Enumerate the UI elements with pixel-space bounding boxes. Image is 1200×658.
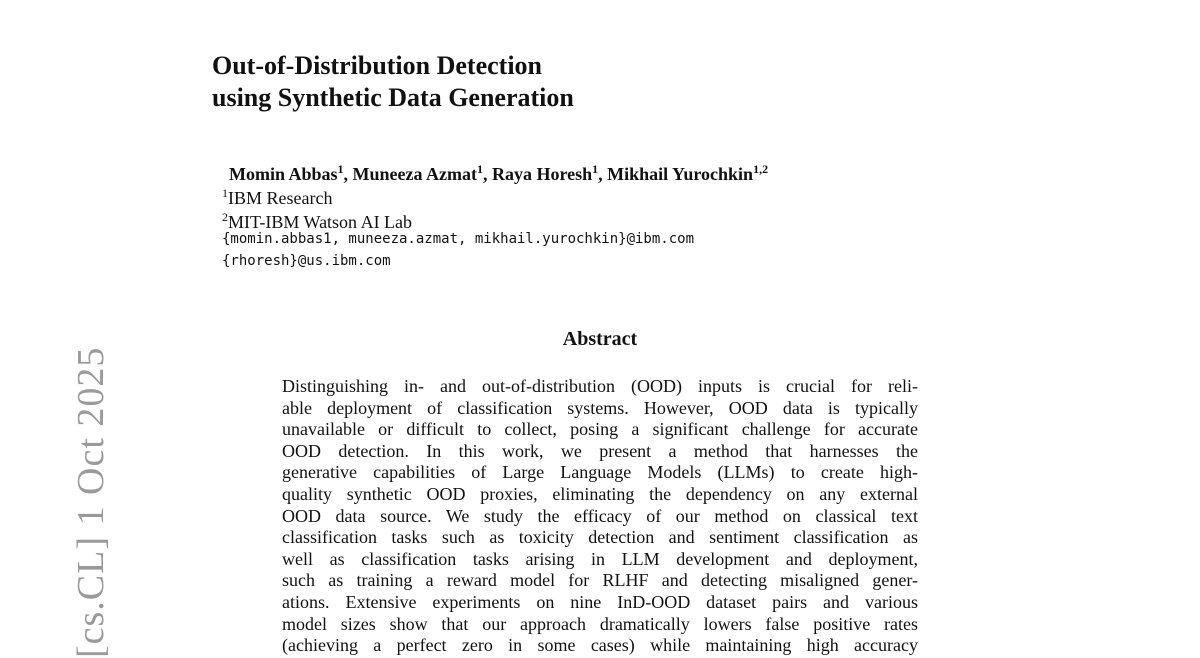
author-affil-mark: 1,2: [753, 162, 769, 176]
arxiv-stamp-text: [cs.CL] 1 Oct 2025: [70, 346, 112, 658]
abstract-line: classification tasks such as toxicity detection and sentiment classification as: [282, 527, 918, 548]
abstract-line: ations. Extensive experiments on nine InD-OOD dataset pairs and various: [282, 591, 918, 612]
affiliation-mark: 1: [222, 186, 228, 200]
abstract-line: unavailable or difficult to collect, posing a significant challenge for accurate: [282, 419, 918, 440]
author-name: Momin Abbas: [229, 164, 338, 184]
author-list: Momin Abbas$^1$, Muneeza Azmat$^1$, Raya Horesh$^1$, Mikhail Yurochkin$^{1,2}$: [229, 162, 769, 184]
title-line-2: using Synthetic Data Generation: [212, 83, 574, 112]
author-affil-mark: 1: [592, 162, 599, 176]
abstract-body: [282, 376, 918, 657]
author-affil-mark: 1: [477, 162, 483, 176]
author-name: Muneeza Azmat: [352, 164, 477, 184]
author-affil-mark: 1: [337, 162, 344, 176]
arxiv-side-stamp: [28, 340, 112, 658]
abstract-line: quality synthetic OOD proxies, eliminating the dependency on any external: [282, 483, 918, 504]
author-name: Raya Horesh: [492, 164, 593, 184]
abstract-line: Distinguishing in- and out-of-distribution (OOD) inputs is crucial for reli-: [282, 376, 918, 396]
title-line-1: Out-of-Distribution Detection: [212, 51, 543, 80]
abstract-line: able deployment of classification systems. However, OOD data is typically: [282, 397, 918, 418]
author-email: {rhoresh}@us.ibm.com: [222, 253, 391, 269]
author-email: {momin.abbas1, muneeza.azmat, mikhail.yurochkin}@ibm.com: [222, 231, 695, 247]
abstract-line: model sizes show that our approach dramatically lowers false positive rates: [282, 613, 918, 634]
author-name: Mikhail Yurochkin: [607, 164, 754, 184]
abstract-line: well as classification tasks arising in LLM development and deployment,: [282, 548, 918, 569]
abstract-line: such as training a reward model for RLHF and detecting misaligned gener-: [282, 570, 918, 591]
affiliation-mark: 2: [222, 210, 228, 224]
affiliation-name: MIT-IBM Watson AI Lab: [228, 212, 413, 232]
abstract-line: (achieving a perfect zero in some cases) while maintaining high accuracy: [282, 635, 918, 656]
affiliation-name: IBM Research: [228, 188, 333, 208]
abstract-line: OOD detection. In this work, we present a method that harnesses the: [282, 440, 918, 461]
abstract-heading: Abstract: [562, 328, 638, 350]
abstract-line: generative capabilities of Large Language Models (LLMs) to create high-: [282, 462, 918, 483]
paper-title: [212, 50, 852, 114]
abstract-line: OOD data source. We study the efficacy of our method on classical text: [282, 505, 918, 526]
